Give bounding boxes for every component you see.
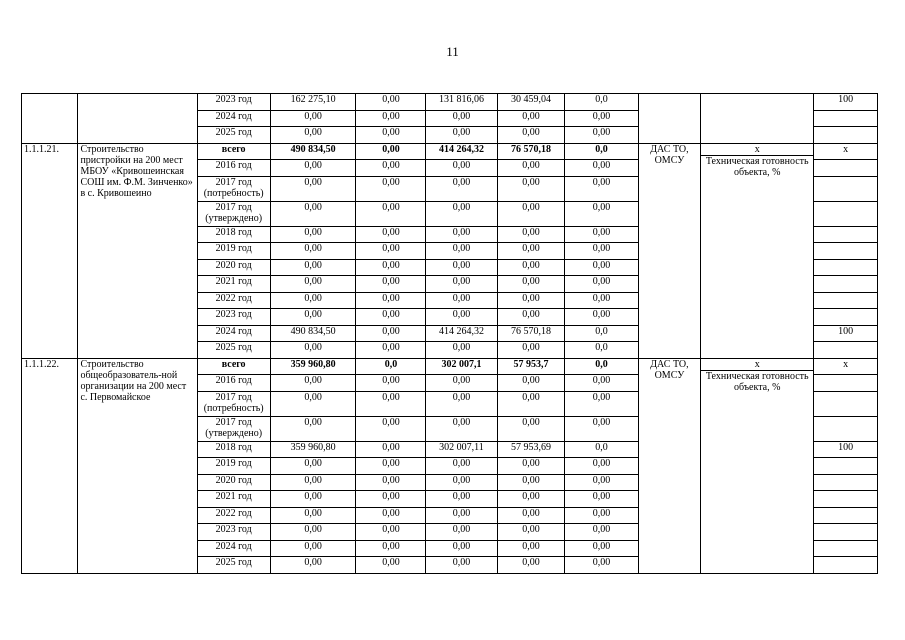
local-budget-cell: 0,00 (497, 458, 565, 475)
federal-budget-cell: 0,00 (356, 243, 426, 260)
federal-budget-cell: 0,00 (356, 201, 426, 226)
other-sources-cell: 0,00 (565, 557, 638, 574)
indicator-cell (701, 94, 814, 144)
indicator-name: Техническая готовность объекта, % (705, 155, 809, 178)
table-row (22, 358, 878, 375)
local-budget-cell: 0,00 (497, 491, 565, 508)
total-funds-cell: 0,00 (270, 474, 356, 491)
federal-budget-cell: 0,00 (356, 474, 426, 491)
other-sources-cell: 0,0 (565, 94, 638, 111)
table-row (22, 94, 878, 111)
regional-budget-cell: 0,00 (426, 491, 497, 508)
period-cell: всего (197, 358, 270, 375)
period-cell: 2017 год (утверждено) (197, 201, 270, 226)
federal-budget-cell: 0,00 (356, 226, 426, 243)
local-budget-cell: 0,00 (497, 226, 565, 243)
other-sources-cell: 0,00 (565, 226, 638, 243)
total-funds-cell: 0,00 (270, 342, 356, 359)
federal-budget-cell: 0,00 (356, 259, 426, 276)
regional-budget-cell: 0,00 (426, 507, 497, 524)
federal-budget-cell: 0,00 (356, 491, 426, 508)
executor-cell: ДАС ТО, ОМСУ (638, 358, 701, 573)
local-budget-cell: 0,00 (497, 309, 565, 326)
local-budget-cell: 57 953,7 (497, 358, 565, 375)
period-cell: 2025 год (197, 127, 270, 144)
indicator-x-mark: x (701, 144, 813, 156)
total-funds-cell: 0,00 (270, 243, 356, 260)
federal-budget-cell: 0,00 (356, 276, 426, 293)
total-funds-cell: 162 275,10 (270, 94, 356, 111)
regional-budget-cell: 0,00 (426, 309, 497, 326)
regional-budget-cell: 0,00 (426, 110, 497, 127)
period-cell: 2017 год (утверждено) (197, 416, 270, 441)
other-sources-cell: 0,00 (565, 127, 638, 144)
regional-budget-cell: 0,00 (426, 243, 497, 260)
period-cell: 2024 год (197, 110, 270, 127)
total-funds-cell: 0,00 (270, 375, 356, 392)
other-sources-cell: 0,00 (565, 391, 638, 416)
period-cell: 2024 год (197, 540, 270, 557)
total-funds-cell: 0,00 (270, 259, 356, 276)
target-value-cell (814, 176, 878, 201)
period-cell: 2024 год (197, 325, 270, 342)
target-value-cell (814, 160, 878, 177)
local-budget-cell: 0,00 (497, 292, 565, 309)
regional-budget-cell: 0,00 (426, 474, 497, 491)
total-funds-cell: 359 960,80 (270, 358, 356, 375)
local-budget-cell: 0,00 (497, 391, 565, 416)
regional-budget-cell: 0,00 (426, 292, 497, 309)
other-sources-cell: 0,0 (565, 441, 638, 458)
target-value-cell (814, 309, 878, 326)
code-cell (22, 94, 78, 144)
total-funds-cell: 0,00 (270, 458, 356, 475)
object-code: 1.1.1.21. (22, 143, 78, 358)
local-budget-cell: 0,00 (497, 416, 565, 441)
total-funds-cell: 490 834,50 (270, 143, 356, 160)
target-value-cell (814, 491, 878, 508)
total-funds-cell: 0,00 (270, 127, 356, 144)
local-budget-cell: 0,00 (497, 524, 565, 541)
target-value-cell (814, 292, 878, 309)
federal-budget-cell: 0,00 (356, 143, 426, 160)
other-sources-cell: 0,0 (565, 342, 638, 359)
target-value-cell (814, 391, 878, 416)
total-funds-cell: 0,00 (270, 276, 356, 293)
other-sources-cell: 0,00 (565, 375, 638, 392)
regional-budget-cell: 0,00 (426, 375, 497, 392)
federal-budget-cell: 0,00 (356, 127, 426, 144)
other-sources-cell: 0,0 (565, 325, 638, 342)
target-value-cell: x (814, 143, 878, 160)
target-value-cell (814, 375, 878, 392)
total-funds-cell: 0,00 (270, 557, 356, 574)
local-budget-cell: 76 570,18 (497, 143, 565, 160)
name-cell (78, 94, 197, 144)
object-name: Строительство общеобразователь-ной организации на 200 мест с. Первомайское (78, 358, 197, 573)
page-number: 11 (446, 44, 459, 59)
other-sources-cell: 0,00 (565, 243, 638, 260)
regional-budget-cell: 0,00 (426, 201, 497, 226)
regional-budget-cell: 0,00 (426, 160, 497, 177)
total-funds-cell: 0,00 (270, 491, 356, 508)
federal-budget-cell: 0,00 (356, 524, 426, 541)
federal-budget-cell: 0,00 (356, 176, 426, 201)
target-value-cell (814, 474, 878, 491)
total-funds-cell: 359 960,80 (270, 441, 356, 458)
period-cell: 2022 год (197, 507, 270, 524)
target-value-cell (814, 110, 878, 127)
other-sources-cell: 0,0 (565, 358, 638, 375)
local-budget-cell: 0,00 (497, 201, 565, 226)
total-funds-cell: 0,00 (270, 110, 356, 127)
federal-budget-cell: 0,00 (356, 94, 426, 111)
target-value-cell: x (814, 358, 878, 375)
regional-budget-cell: 0,00 (426, 416, 497, 441)
program-table (21, 93, 878, 574)
period-cell: 2023 год (197, 524, 270, 541)
other-sources-cell: 0,00 (565, 491, 638, 508)
local-budget-cell: 0,00 (497, 375, 565, 392)
local-budget-cell: 0,00 (497, 557, 565, 574)
period-cell: всего (197, 143, 270, 160)
total-funds-cell: 0,00 (270, 309, 356, 326)
local-budget-cell: 0,00 (497, 540, 565, 557)
target-value-cell (814, 342, 878, 359)
federal-budget-cell: 0,00 (356, 342, 426, 359)
period-cell: 2025 год (197, 342, 270, 359)
total-funds-cell: 0,00 (270, 226, 356, 243)
target-value-cell (814, 276, 878, 293)
regional-budget-cell: 0,00 (426, 391, 497, 416)
other-sources-cell: 0,00 (565, 110, 638, 127)
indicator-cell (701, 143, 814, 358)
target-value-cell (814, 243, 878, 260)
target-value-cell (814, 416, 878, 441)
period-cell: 2016 год (197, 375, 270, 392)
target-value-cell (814, 127, 878, 144)
period-cell: 2022 год (197, 292, 270, 309)
local-budget-cell: 0,00 (497, 342, 565, 359)
federal-budget-cell: 0,00 (356, 292, 426, 309)
other-sources-cell: 0,0 (565, 143, 638, 160)
federal-budget-cell: 0,00 (356, 325, 426, 342)
total-funds-cell: 0,00 (270, 160, 356, 177)
target-value-cell (814, 226, 878, 243)
target-value-cell (814, 540, 878, 557)
target-value-cell (814, 201, 878, 226)
executor-cell (638, 94, 701, 144)
total-funds-cell: 0,00 (270, 391, 356, 416)
period-cell: 2020 год (197, 474, 270, 491)
regional-budget-cell: 0,00 (426, 540, 497, 557)
federal-budget-cell: 0,00 (356, 441, 426, 458)
table-row (22, 143, 878, 160)
regional-budget-cell: 0,00 (426, 127, 497, 144)
local-budget-cell: 0,00 (497, 110, 565, 127)
local-budget-cell: 0,00 (497, 176, 565, 201)
regional-budget-cell: 131 816,06 (426, 94, 497, 111)
period-cell: 2017 год (потребность) (197, 391, 270, 416)
period-cell: 2021 год (197, 276, 270, 293)
other-sources-cell: 0,00 (565, 276, 638, 293)
other-sources-cell: 0,00 (565, 176, 638, 201)
regional-budget-cell: 0,00 (426, 226, 497, 243)
federal-budget-cell: 0,00 (356, 557, 426, 574)
other-sources-cell: 0,00 (565, 540, 638, 557)
federal-budget-cell: 0,00 (356, 391, 426, 416)
regional-budget-cell: 0,00 (426, 524, 497, 541)
target-value-cell (814, 458, 878, 475)
period-cell: 2019 год (197, 243, 270, 260)
federal-budget-cell: 0,00 (356, 110, 426, 127)
regional-budget-cell: 0,00 (426, 176, 497, 201)
period-cell: 2025 год (197, 557, 270, 574)
regional-budget-cell: 302 007,11 (426, 441, 497, 458)
total-funds-cell: 0,00 (270, 176, 356, 201)
local-budget-cell: 76 570,18 (497, 325, 565, 342)
total-funds-cell: 0,00 (270, 507, 356, 524)
target-value-cell: 100 (814, 325, 878, 342)
local-budget-cell: 0,00 (497, 160, 565, 177)
other-sources-cell: 0,00 (565, 507, 638, 524)
indicator-x-mark: x (701, 359, 813, 371)
other-sources-cell: 0,00 (565, 160, 638, 177)
federal-budget-cell: 0,00 (356, 160, 426, 177)
object-code: 1.1.1.22. (22, 358, 78, 573)
total-funds-cell: 0,00 (270, 524, 356, 541)
period-cell: 2020 год (197, 259, 270, 276)
local-budget-cell: 0,00 (497, 243, 565, 260)
other-sources-cell: 0,00 (565, 458, 638, 475)
total-funds-cell: 0,00 (270, 292, 356, 309)
local-budget-cell: 0,00 (497, 127, 565, 144)
other-sources-cell: 0,00 (565, 292, 638, 309)
period-cell: 2018 год (197, 441, 270, 458)
regional-budget-cell: 0,00 (426, 259, 497, 276)
local-budget-cell: 57 953,69 (497, 441, 565, 458)
total-funds-cell: 0,00 (270, 416, 356, 441)
object-name: Строительство пристройки на 200 мест МБОУ «Кривошеинская СОШ им. Ф.М. Зинченко» в с. Кривошеино (78, 143, 197, 358)
target-value-cell (814, 259, 878, 276)
regional-budget-cell: 0,00 (426, 557, 497, 574)
local-budget-cell: 0,00 (497, 259, 565, 276)
federal-budget-cell: 0,00 (356, 416, 426, 441)
executor-cell: ДАС ТО, ОМСУ (638, 143, 701, 358)
local-budget-cell: 0,00 (497, 474, 565, 491)
federal-budget-cell: 0,00 (356, 375, 426, 392)
other-sources-cell: 0,00 (565, 259, 638, 276)
regional-budget-cell: 302 007,1 (426, 358, 497, 375)
regional-budget-cell: 0,00 (426, 342, 497, 359)
regional-budget-cell: 414 264,32 (426, 143, 497, 160)
indicator-cell (701, 358, 814, 573)
period-cell: 2017 год (потребность) (197, 176, 270, 201)
target-value-cell (814, 557, 878, 574)
other-sources-cell: 0,00 (565, 309, 638, 326)
other-sources-cell: 0,00 (565, 524, 638, 541)
total-funds-cell: 0,00 (270, 540, 356, 557)
regional-budget-cell: 0,00 (426, 276, 497, 293)
total-funds-cell: 0,00 (270, 201, 356, 226)
target-value-cell (814, 524, 878, 541)
local-budget-cell: 30 459,04 (497, 94, 565, 111)
period-cell: 2021 год (197, 491, 270, 508)
local-budget-cell: 0,00 (497, 507, 565, 524)
period-cell: 2023 год (197, 94, 270, 111)
other-sources-cell: 0,00 (565, 416, 638, 441)
regional-budget-cell: 0,00 (426, 458, 497, 475)
federal-budget-cell: 0,0 (356, 358, 426, 375)
target-value-cell (814, 507, 878, 524)
other-sources-cell: 0,00 (565, 201, 638, 226)
federal-budget-cell: 0,00 (356, 540, 426, 557)
indicator-name: Техническая готовность объекта, % (705, 370, 809, 393)
period-cell: 2019 год (197, 458, 270, 475)
period-cell: 2018 год (197, 226, 270, 243)
period-cell: 2016 год (197, 160, 270, 177)
other-sources-cell: 0,00 (565, 474, 638, 491)
target-value-cell: 100 (814, 441, 878, 458)
federal-budget-cell: 0,00 (356, 458, 426, 475)
local-budget-cell: 0,00 (497, 276, 565, 293)
federal-budget-cell: 0,00 (356, 507, 426, 524)
regional-budget-cell: 414 264,32 (426, 325, 497, 342)
federal-budget-cell: 0,00 (356, 309, 426, 326)
period-cell: 2023 год (197, 309, 270, 326)
target-value-cell: 100 (814, 94, 878, 111)
total-funds-cell: 490 834,50 (270, 325, 356, 342)
